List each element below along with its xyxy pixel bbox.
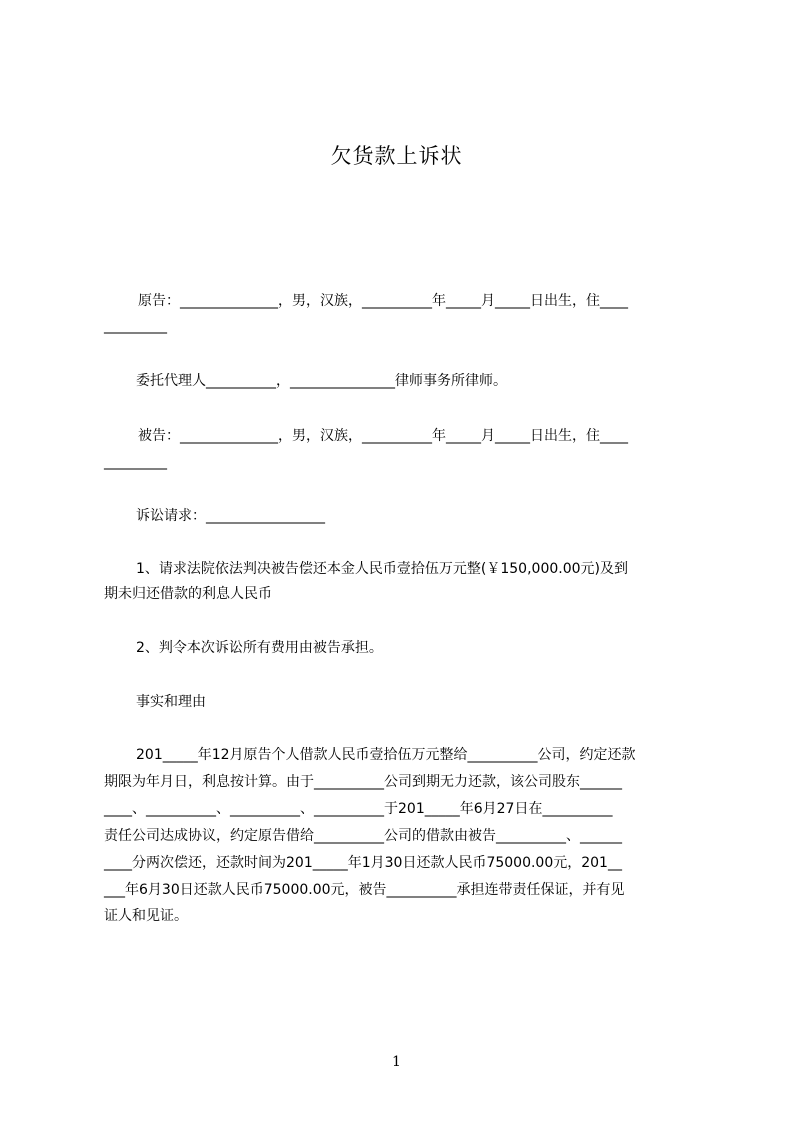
facts-line: ___年6月30日还款人民币75000.00元，被告__________承担连带责任保证，并有见: [104, 882, 625, 898]
plaintiff-line-cont: _________: [104, 318, 167, 334]
page-number: 1: [392, 1054, 401, 1070]
document-title: 欠货款上诉状: [330, 144, 463, 168]
claim-1: 1、请求法院依法判决被告偿还本金人民币壹拾伍万元整(￥150,000.00元)及到: [136, 561, 628, 577]
claim-1-cont: 期未归还借款的利息人民币: [104, 586, 272, 602]
plaintiff-line: 原告：______________，男，汉族，__________年_____月_____日出生，住____: [138, 293, 628, 309]
facts-line: 期限为年月日，利息按计算。由于__________公司到期无力还款，该公司股东______: [104, 774, 622, 790]
facts-line: ____分两次偿还，还款时间为201_____年1月30日还款人民币75000.00元，201__: [104, 855, 622, 871]
defendant-line-cont: _________: [104, 454, 167, 470]
claims-heading: 诉讼请求：_________________: [136, 508, 325, 524]
facts-line: ____、__________、__________、__________于201_____年6月27日在__________: [104, 801, 613, 817]
facts-line: 201_____年12月原告个人借款人民币壹拾伍万元整给__________公司，约定还款: [136, 747, 636, 763]
defendant-line: 被告：______________，男，汉族，__________年_____月_____日出生，住____: [138, 428, 628, 444]
facts-line: 证人和见证。: [104, 908, 188, 924]
agent-line: 委托代理人__________，_______________律师事务所律师。: [136, 373, 507, 389]
claim-2: 2、判令本次诉讼所有费用由被告承担。: [136, 640, 383, 656]
facts-line: 责任公司达成协议，约定原告借给__________公司的借款由被告__________、______: [104, 828, 622, 844]
facts-heading: 事实和理由: [136, 694, 206, 710]
